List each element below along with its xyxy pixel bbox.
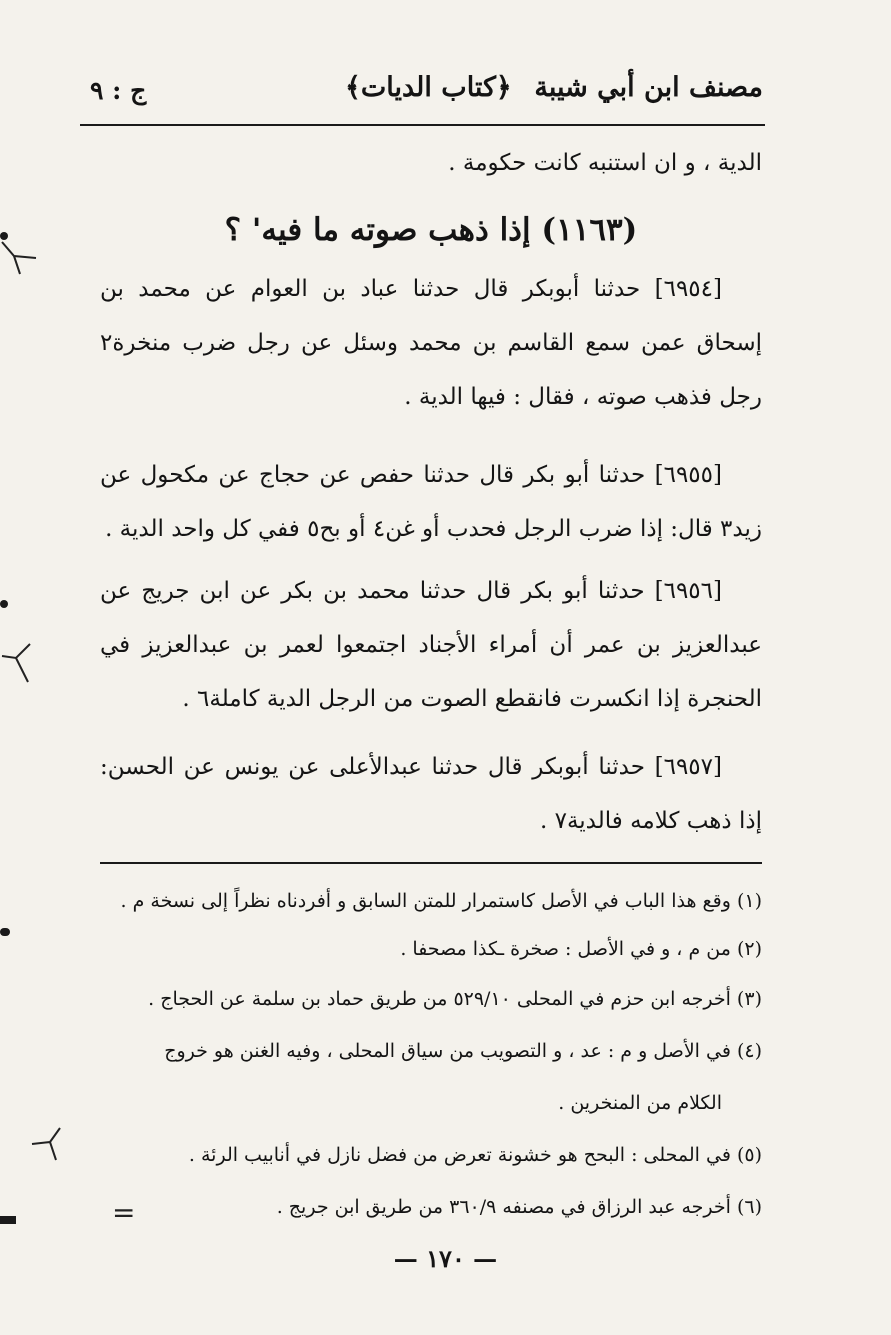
running-header <box>80 64 765 126</box>
hadith-6954: [٦٩٥٤] حدثنا أبوبكر قال حدثنا عباد بن العوام عن محمد بن إسحاق عمن سمع القاسم بن محمد وسئل عن رجل ضرب منخرة٢ رجل فذهب صوته ، فقال : فيها الدية . <box>100 276 762 410</box>
footnote-6: (٦) أخرجه عبد الرزاق في مصنفه ٣٦٠/٩ من طريق ابن جريج . <box>276 1196 762 1218</box>
chapter-heading: (١١٦٣) إذا ذهب صوته ما فيه' ؟ <box>224 212 638 248</box>
scan-speck <box>0 928 10 936</box>
scan-mark <box>26 1124 66 1164</box>
footnote-4: (٤) في الأصل و م : عد ، و التصويب من سياق المحلى ، وفيه الغنن هو خروج <box>164 1040 762 1062</box>
page-number: — ١٧٠ — <box>393 1244 498 1273</box>
scan-mark <box>0 636 40 686</box>
continuation-mark: = <box>112 1196 136 1229</box>
scan-speck <box>0 1216 16 1224</box>
book-title: مصنف ابن أبي شيبة <box>534 72 763 103</box>
footnote-separator <box>100 862 762 864</box>
continued-text: الدية ، و ان استنبه كانت حكومة . <box>448 150 762 176</box>
hadith-6955: [٦٩٥٥] حدثنا أبو بكر قال حدثنا حفص عن حجاج عن مكحول عن زيد٣ قال: إذا ضرب الرجل فحدب أو غن٤ أو بح٥ ففي كل واحد الدية . <box>100 462 762 542</box>
footnote-4-continued: الكلام من المنخرين . <box>558 1092 722 1114</box>
hadith-6957: [٦٩٥٧] حدثنا أبوبكر قال حدثنا عبدالأعلى عن يونس عن الحسن: إذا ذهب كلامه فالدية٧ . <box>100 754 762 834</box>
footnote-5: (٥) في المحلى : البحح هو خشونة تعرض من فضل نازل في أنابيب الرئة . <box>188 1144 762 1166</box>
footnote-3: (٣) أخرجه ابن حزم في المحلى ٥٢٩/١٠ من طريق حماد بن سلمة عن الحجاج . <box>148 988 762 1010</box>
footnote-2: (٢) من م ، و في الأصل : صخرة ـكذا مصحفا . <box>400 938 762 960</box>
footnote-1: (١) وقع هذا الباب في الأصل كاستمرار للمتن السابق و أفردناه نظراً إلى نسخة م . <box>120 890 762 912</box>
scan-speck <box>0 600 8 608</box>
scan-mark <box>0 238 40 278</box>
hadith-6956: [٦٩٥٦] حدثنا أبو بكر قال حدثنا محمد بن بكر عن ابن جريج عن عبدالعزيز بن عمر أن أمراء الأجناد اجتمعوا لعمر بن عبدالعزيز في الحنجرة إذا انكسرت فانقطع الصوت من الرجل الدية كاملة٦ . <box>100 578 762 712</box>
volume-number: ج : ٩ <box>90 76 147 105</box>
section-title: ﴿كتاب الديات﴾ <box>345 72 512 103</box>
